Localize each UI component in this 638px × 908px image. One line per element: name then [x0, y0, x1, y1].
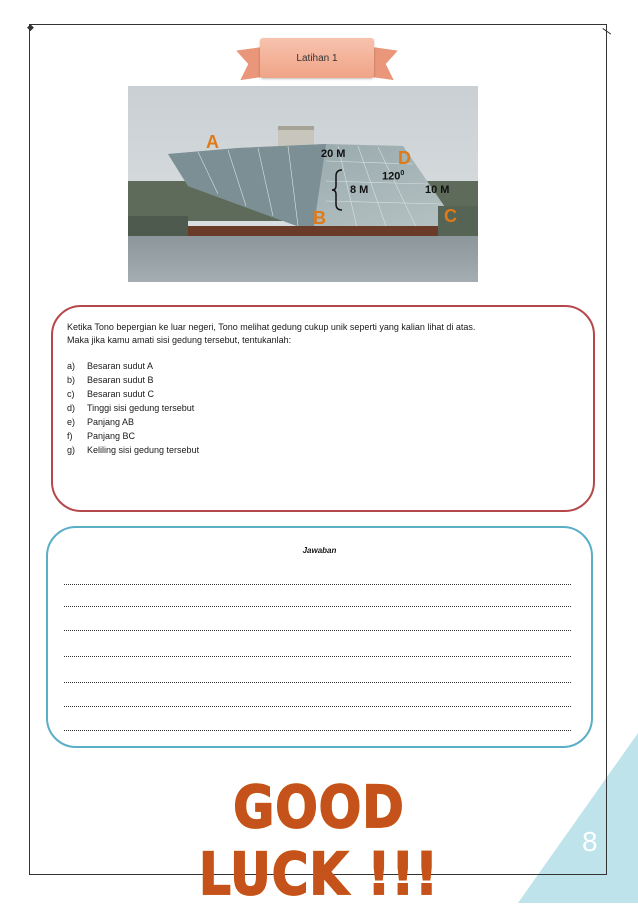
label-top-length: 20 M: [321, 148, 346, 160]
title-ribbon: [238, 32, 396, 80]
question-item: [67, 387, 579, 401]
angle-degree: 0: [400, 170, 405, 177]
question-letter: c): [67, 389, 75, 399]
question-text: Tinggi sisi gedung tersebut: [87, 403, 195, 413]
answer-line-6[interactable]: [64, 706, 571, 707]
exercise-title: Latihan 1: [296, 52, 338, 64]
answer-box: [46, 526, 593, 748]
question-item: [67, 429, 579, 443]
question-text: Panjang BC: [87, 431, 136, 441]
question-item: [67, 373, 579, 387]
question-intro-line-2: Maka jika kamu amati sisi gedung tersebut, tentukanlah:: [67, 335, 292, 345]
angle-value: 120: [382, 170, 401, 183]
answer-line-5[interactable]: [64, 682, 571, 683]
question-box: [51, 305, 595, 512]
question-text: Keliling sisi gedung tersebut: [87, 445, 200, 455]
question-text: Besaran sudut C: [87, 389, 155, 399]
question-intro-line-1: Ketika Tono bepergian ke luar negeri, Tono melihat gedung cukup unik seperti yang kalian lihat di atas.: [67, 322, 476, 332]
question-item: [67, 415, 579, 429]
answer-title: Jawaban: [302, 546, 337, 555]
label-vertex-a: A: [206, 132, 219, 152]
label-right-length: 10 M: [425, 184, 450, 196]
question-item: [67, 443, 579, 457]
question-letter: a): [67, 361, 76, 371]
question-item: [67, 401, 579, 415]
answer-line-2[interactable]: [64, 606, 571, 607]
answer-line-1[interactable]: [64, 584, 571, 585]
building-photo: [128, 86, 478, 282]
label-vertex-b: B: [313, 208, 326, 228]
question-letter: d): [67, 403, 76, 413]
question-letter: b): [67, 375, 76, 385]
label-height: 8 M: [350, 184, 369, 196]
question-letter: e): [67, 417, 76, 427]
question-item: [67, 359, 579, 373]
corner-mark-icon: ◆: [27, 22, 34, 32]
question-text: Panjang AB: [87, 417, 135, 427]
answer-line-3[interactable]: [64, 630, 571, 631]
page-number: 8: [582, 826, 598, 857]
ribbon-banner: [260, 38, 374, 78]
question-letter: f): [67, 431, 73, 441]
question-text: Besaran sudut B: [87, 375, 154, 385]
question-letter: g): [67, 445, 76, 455]
answer-line-4[interactable]: [64, 656, 571, 657]
good-luck-banner: GOOD LUCK !!!: [174, 774, 464, 907]
label-vertex-c: C: [444, 206, 457, 226]
label-vertex-d: D: [398, 148, 411, 168]
label-angle: [382, 170, 404, 183]
question-list: [67, 359, 579, 457]
question-text: Besaran sudut A: [87, 361, 154, 371]
answer-line-7[interactable]: [64, 730, 571, 731]
